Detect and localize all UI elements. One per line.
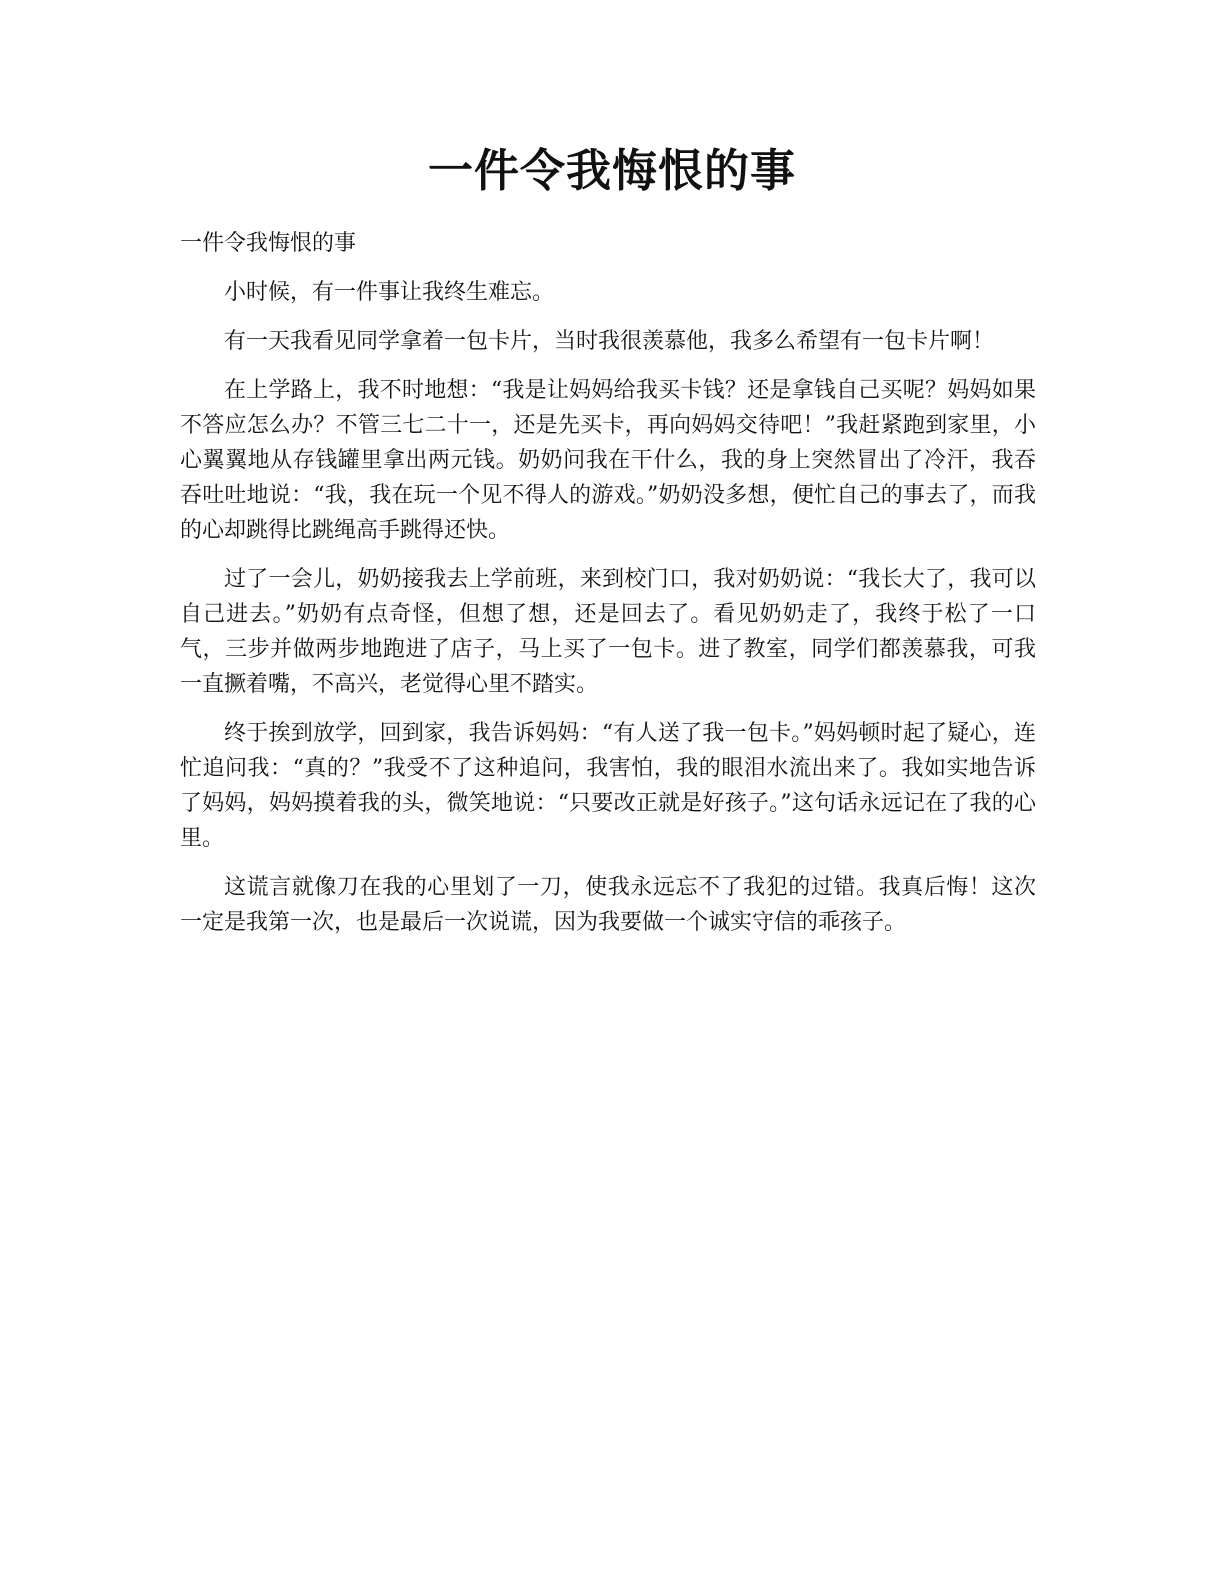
paragraph: 有一天我看见同学拿着一包卡片，当时我很羡慕他，我多么希望有一包卡片啊！ xyxy=(224,329,995,354)
paragraph: 这谎言就像刀在我的心里划了一刀，使我永远忘不了我犯的过错。我真后悔！这次一定是我第一次，也是最后一次说谎，因为我要做一个诚实守信的乖孩子。 xyxy=(180,875,1036,935)
document-title: 一件令我悔恨的事 xyxy=(427,144,796,197)
document-body xyxy=(180,226,1036,954)
paragraph: 小时候，有一件事让我终生难忘。 xyxy=(224,280,555,305)
paragraph: 终于挨到放学，回到家，我告诉妈妈：“有人送了我一包卡。”妈妈顿时起了疑心，连忙追问我：“真的？”我受不了这种追问，我害怕，我的眼泪水流出来了。我如实地告诉了妈妈，妈妈摸着我的头，微笑地说：“只要改正就是好孩子。”这句话永远记在了我的心里。 xyxy=(180,721,1036,851)
paragraph: 过了一会儿，奶奶接我去上学前班，来到校门口，我对奶奶说：“我长大了，我可以自己进去。”奶奶有点奇怪，但想了想，还是回去了。看见奶奶走了，我终于松了一口气，三步并做两步地跑进了店子，马上买了一包卡。进了教室，同学们都羡慕我，可我一直撅着嘴，不高兴，老觉得心里不踏实。 xyxy=(180,567,1036,697)
document-subtitle: 一件令我悔恨的事 xyxy=(180,231,357,256)
paragraph: 在上学路上，我不时地想：“我是让妈妈给我买卡钱？还是拿钱自己买呢？妈妈如果不答应怎么办？不管三七二十一，还是先买卡，再向妈妈交待吧！”我赶紧跑到家里，小心翼翼地从存钱罐里拿出两元钱。奶奶问我在干什么，我的身上突然冒出了冷汗，我吞吞吐吐地说：“我，我在玩一个见不得人的游戏。”奶奶没多想，便忙自己的事去了，而我的心却跳得比跳绳高手跳得还快。 xyxy=(180,378,1036,543)
